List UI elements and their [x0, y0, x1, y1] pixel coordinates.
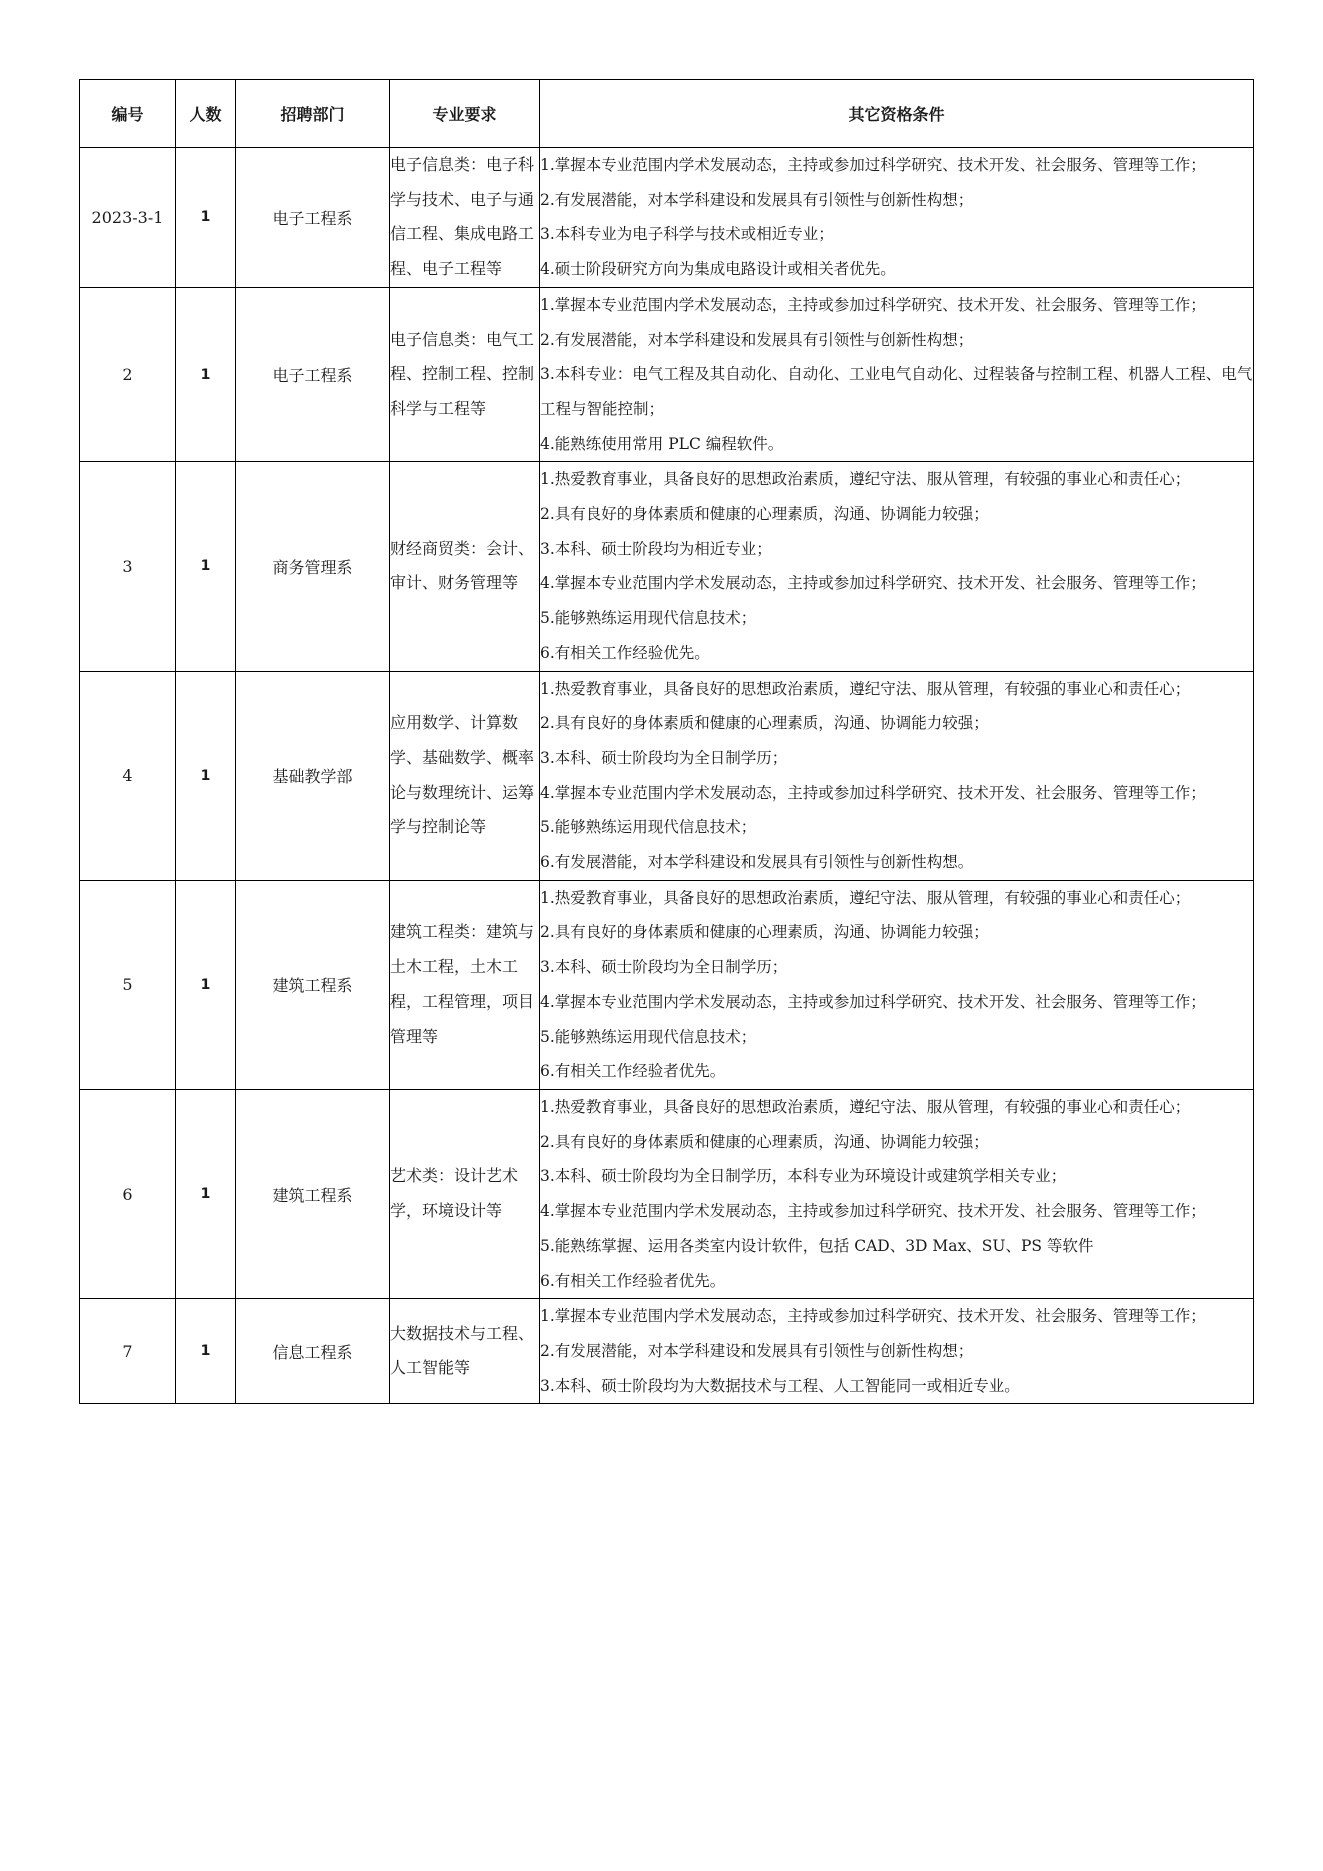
- major-requirement-cell: 电子信息类：电气工程、控制工程、控制科学与工程等: [390, 287, 540, 462]
- qualification-item: 5.能够熟练运用现代信息技术；: [540, 818, 757, 837]
- position-number-cell: 5: [80, 880, 176, 1089]
- table-row: [80, 462, 1254, 671]
- major-requirement-cell: 建筑工程类：建筑与土木工程，土木工程，工程管理，项目管理等: [390, 880, 540, 1089]
- header-dept: 招聘部门: [236, 80, 390, 148]
- headcount-cell: 1: [176, 148, 236, 288]
- qualification-item: 5.能熟练掌握、运用各类室内设计软件，包括 CAD、3D Max、SU、PS 等软件: [540, 1236, 1094, 1255]
- table-row: [80, 1089, 1254, 1298]
- headcount-cell: 1: [176, 287, 236, 462]
- headcount-cell: 1: [176, 671, 236, 880]
- qualification-item: 2.具有良好的身体素质和健康的心理素质，沟通、协调能力较强；: [540, 505, 989, 524]
- header-num: 编号: [80, 80, 176, 148]
- department-cell: 电子工程系: [236, 148, 390, 288]
- department-cell: 建筑工程系: [236, 1089, 390, 1298]
- qualification-item: 3.本科专业：电气工程及其自动化、自动化、工业电气自动化、过程装备与控制工程、机器人工程、电气工程与智能控制；: [540, 365, 1253, 418]
- major-requirement-cell: 电子信息类：电子科学与技术、电子与通信工程、集成电路工程、电子工程等: [390, 148, 540, 288]
- qualification-cell: [540, 1299, 1254, 1404]
- table-row: [80, 1299, 1254, 1404]
- major-requirement-cell: 财经商贸类：会计、审计、财务管理等: [390, 462, 540, 671]
- qualification-item: 3.本科、硕士阶段均为全日制学历；: [540, 958, 788, 977]
- qualification-item: 2.有发展潜能，对本学科建设和发展具有引领性与创新性构想；: [540, 330, 974, 349]
- qualification-item: 6.有发展潜能，对本学科建设和发展具有引领性与创新性构想。: [540, 853, 974, 872]
- qualification-cell: [540, 148, 1254, 288]
- major-requirement-cell: 大数据技术与工程、人工智能等: [390, 1299, 540, 1404]
- table-row: [80, 148, 1254, 288]
- qualification-item: 1.热爱教育事业，具备良好的思想政治素质，遵纪守法、服从管理，有较强的事业心和责任心；: [540, 888, 1191, 907]
- table-row: [80, 880, 1254, 1089]
- qualification-item: 5.能够熟练运用现代信息技术；: [540, 609, 757, 628]
- headcount-cell: 1: [176, 1089, 236, 1298]
- qualification-item: 3.本科专业为电子科学与技术或相近专业；: [540, 225, 834, 244]
- qualification-item: 2.具有良好的身体素质和健康的心理素质，沟通、协调能力较强；: [540, 1132, 989, 1151]
- qualification-item: 6.有相关工作经验者优先。: [540, 1271, 726, 1290]
- position-number-cell: 2023-3-1: [80, 148, 176, 288]
- table-row: [80, 671, 1254, 880]
- header-row: [80, 80, 1254, 148]
- qualification-item: 3.本科、硕士阶段均为相近专业；: [540, 539, 772, 558]
- department-cell: 信息工程系: [236, 1299, 390, 1404]
- department-cell: 建筑工程系: [236, 880, 390, 1089]
- qualification-cell: [540, 880, 1254, 1089]
- qualification-cell: [540, 1089, 1254, 1298]
- qualification-item: 4.硕士阶段研究方向为集成电路设计或相关者优先。: [540, 260, 896, 279]
- header-requirements: 其它资格条件: [540, 80, 1254, 148]
- qualification-item: 1.热爱教育事业，具备良好的思想政治素质，遵纪守法、服从管理，有较强的事业心和责任心；: [540, 1097, 1191, 1116]
- qualification-item: 1.掌握本专业范围内学术发展动态，主持或参加过科学研究、技术开发、社会服务、管理等工作；: [540, 295, 1206, 314]
- recruitment-table: [79, 79, 1254, 1404]
- position-number-cell: 6: [80, 1089, 176, 1298]
- qualification-item: 2.具有良好的身体素质和健康的心理素质，沟通、协调能力较强；: [540, 923, 989, 942]
- qualification-item: 3.本科、硕士阶段均为全日制学历，本科专业为环境设计或建筑学相关专业；: [540, 1167, 1067, 1186]
- qualification-item: 2.有发展潜能，对本学科建设和发展具有引领性与创新性构想；: [540, 1341, 974, 1360]
- qualification-item: 1.热爱教育事业，具备良好的思想政治素质，遵纪守法、服从管理，有较强的事业心和责任心；: [540, 679, 1191, 698]
- headcount-cell: 1: [176, 462, 236, 671]
- qualification-item: 5.能够熟练运用现代信息技术；: [540, 1027, 757, 1046]
- department-cell: 电子工程系: [236, 287, 390, 462]
- headcount-cell: 1: [176, 880, 236, 1089]
- position-number-cell: 4: [80, 671, 176, 880]
- qualification-item: 4.掌握本专业范围内学术发展动态，主持或参加过科学研究、技术开发、社会服务、管理等工作；: [540, 1202, 1206, 1221]
- qualification-item: 4.能熟练使用常用 PLC 编程软件。: [540, 434, 784, 453]
- position-number-cell: 3: [80, 462, 176, 671]
- qualification-item: 3.本科、硕士阶段均为全日制学历；: [540, 748, 788, 767]
- major-requirement-cell: 应用数学、计算数学、基础数学、概率论与数理统计、运筹学与控制论等: [390, 671, 540, 880]
- major-requirement-cell: 艺术类：设计艺术学，环境设计等: [390, 1089, 540, 1298]
- table-body: [80, 148, 1254, 1404]
- qualification-item: 4.掌握本专业范围内学术发展动态，主持或参加过科学研究、技术开发、社会服务、管理等工作；: [540, 992, 1206, 1011]
- position-number-cell: 7: [80, 1299, 176, 1404]
- qualification-cell: [540, 462, 1254, 671]
- qualification-item: 4.掌握本专业范围内学术发展动态，主持或参加过科学研究、技术开发、社会服务、管理等工作；: [540, 574, 1206, 593]
- qualification-item: 4.掌握本专业范围内学术发展动态，主持或参加过科学研究、技术开发、社会服务、管理等工作；: [540, 783, 1206, 802]
- qualification-item: 3.本科、硕士阶段均为大数据技术与工程、人工智能同一或相近专业。: [540, 1376, 1020, 1395]
- department-cell: 基础教学部: [236, 671, 390, 880]
- headcount-cell: 1: [176, 1299, 236, 1404]
- department-cell: 商务管理系: [236, 462, 390, 671]
- table-row: [80, 287, 1254, 462]
- qualification-item: 6.有相关工作经验者优先。: [540, 1062, 726, 1081]
- header-count: 人数: [176, 80, 236, 148]
- qualification-item: 6.有相关工作经验优先。: [540, 643, 710, 662]
- qualification-item: 1.掌握本专业范围内学术发展动态，主持或参加过科学研究、技术开发、社会服务、管理等工作；: [540, 1307, 1206, 1326]
- qualification-item: 2.具有良好的身体素质和健康的心理素质，沟通、协调能力较强；: [540, 714, 989, 733]
- position-number-cell: 2: [80, 287, 176, 462]
- header-major: 专业要求: [390, 80, 540, 148]
- qualification-cell: [540, 671, 1254, 880]
- document-page: [79, 79, 1253, 1404]
- qualification-cell: [540, 287, 1254, 462]
- qualification-item: 1.掌握本专业范围内学术发展动态，主持或参加过科学研究、技术开发、社会服务、管理等工作；: [540, 156, 1206, 174]
- qualification-item: 1.热爱教育事业，具备良好的思想政治素质，遵纪守法、服从管理，有较强的事业心和责任心；: [540, 470, 1191, 489]
- qualification-item: 2.有发展潜能，对本学科建设和发展具有引领性与创新性构想；: [540, 190, 974, 209]
